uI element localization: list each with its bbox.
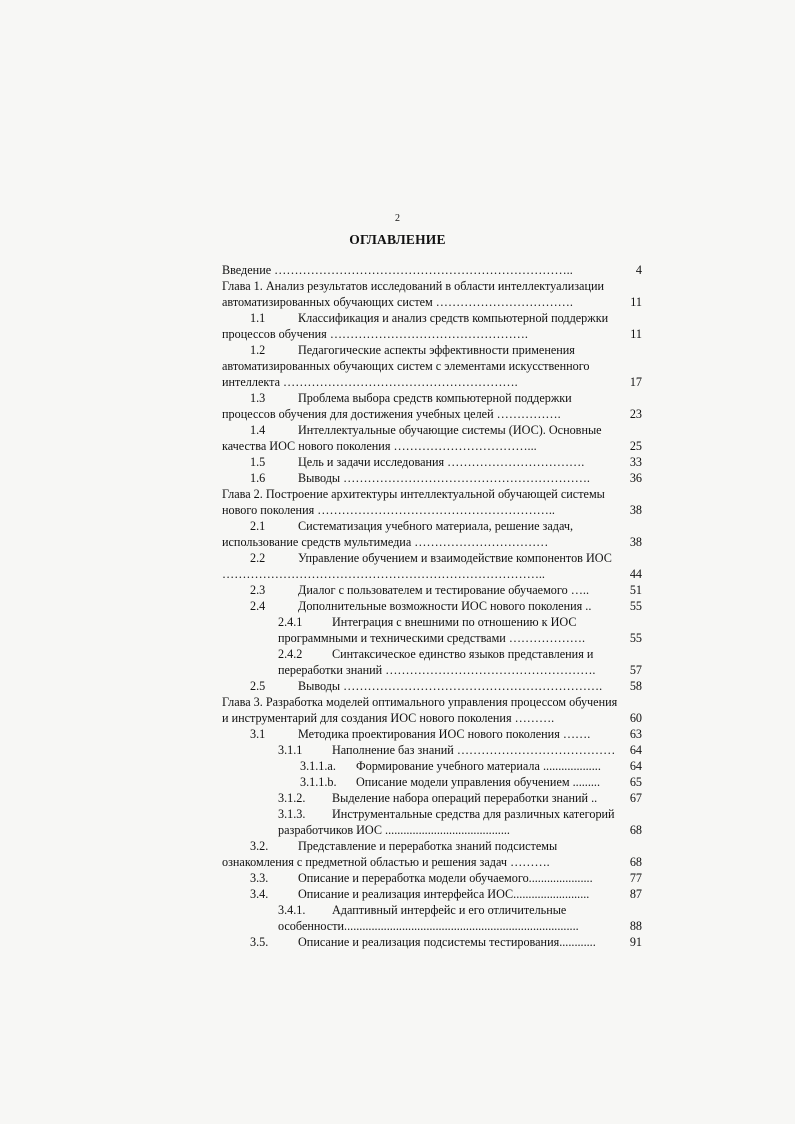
- toc-entry: [222, 342, 642, 390]
- toc-entry-title: Интеллектуальные обучающие системы (ИОС). Основные качества ИОС нового поколения ……………………………...: [222, 423, 602, 453]
- toc-entry-page: 65: [629, 775, 642, 789]
- toc-entry-number: 3.1: [250, 727, 266, 741]
- toc-entry-number: 2.4.2: [278, 647, 303, 661]
- toc-entry-title: Систематизация учебного материала, решение задач, использование средств мультимедиа ……………………………: [222, 519, 574, 549]
- toc-entry-text-block: [222, 470, 618, 486]
- toc-entry-number: 3.5.: [250, 935, 269, 949]
- toc-entry-page: 11: [630, 327, 642, 341]
- toc-entry-title: Инструментальные средства для различных категорий разработчиков ИОС .........................................: [278, 807, 615, 837]
- toc-entry-page: 58: [629, 679, 642, 693]
- toc-entry-page: 11: [630, 295, 642, 309]
- toc-entry-number: 3.3.: [250, 871, 269, 885]
- toc-entry-text-block: [222, 582, 618, 598]
- toc-entry-number: 1.5: [250, 455, 266, 469]
- toc-entry: [222, 582, 642, 598]
- toc-entry-title: Методика проектирования ИОС нового поколения …….: [298, 727, 591, 741]
- toc-entry-number: 3.4.: [250, 887, 269, 901]
- toc-entry: [222, 262, 642, 278]
- toc-entry-title: Синтаксическое единство языков представления и переработки знаний …………………………………………….: [278, 647, 596, 677]
- toc-entry-page: 17: [629, 375, 642, 389]
- toc-entry-title: Глава 2. Построение архитектуры интеллектуальной обучающей системы нового поколения …………………………………………………..: [222, 487, 605, 517]
- toc-entry-page: 38: [629, 503, 642, 517]
- toc-entry-number: 3.1.1: [278, 743, 303, 757]
- toc-entry-title: Выделение набора операций переработки знаний ..: [332, 791, 598, 805]
- toc-entry-text-block: [222, 678, 618, 694]
- toc-entry-page: 25: [629, 439, 642, 453]
- toc-entry: [222, 726, 642, 742]
- toc-entry-text-block: [222, 614, 618, 646]
- toc-entry-number: 2.3: [250, 583, 266, 597]
- toc-entry-page: 36: [629, 471, 642, 485]
- toc-entry-page: 68: [629, 855, 642, 869]
- toc-entry-title: Формирование учебного материала ...................: [356, 759, 601, 773]
- toc-entry-page: 23: [629, 407, 642, 421]
- toc-entry-title: Представление и переработка знаний подсистемы ознакомления с предметной областью и решения задач ……….: [222, 839, 558, 869]
- toc-entry-page: 64: [629, 743, 642, 757]
- toc-entry-text-block: [222, 550, 618, 582]
- toc-entry-title: Интеграция с внешними по отношению к ИОС программными и техническими средствами ……………….: [278, 615, 586, 645]
- toc-entry-title: Классификация и анализ средств компьютерной поддержки процессов обучения ………………………………………….: [222, 311, 609, 341]
- toc-entry-text-block: [222, 342, 618, 390]
- toc-entry: [222, 758, 642, 774]
- toc-entry-title: Введение ………………………………………………………………..: [222, 263, 573, 277]
- toc-entry-page: 4: [635, 263, 642, 277]
- toc-entry-page: 67: [629, 791, 642, 805]
- toc-entry-title: Описание и переработка модели обучаемого.....................: [298, 871, 593, 885]
- toc-entry-text-block: [222, 806, 618, 838]
- toc-entry-page: 68: [629, 823, 642, 837]
- toc-entry: [222, 518, 642, 550]
- toc-entry-text-block: [222, 934, 618, 950]
- toc-entry-title: Описание и реализация подсистемы тестирования............: [298, 935, 596, 949]
- toc-entry-page: 38: [629, 535, 642, 549]
- toc-entry: [222, 678, 642, 694]
- toc-entry: [222, 470, 642, 486]
- toc-entry-text-block: [222, 742, 618, 758]
- toc-entry-title: Дополнительные возможности ИОС нового поколения ..: [298, 599, 592, 613]
- toc-entry-page: 57: [629, 663, 642, 677]
- toc-entry: [222, 598, 642, 614]
- toc-entry-text-block: [222, 902, 618, 934]
- toc-entry-text-block: [222, 774, 618, 790]
- toc-entry-number: 2.5: [250, 679, 266, 693]
- toc-entry-title: Адаптивный интерфейс и его отличительные особенности.............................................................................: [278, 903, 579, 933]
- toc-entry-text-block: [222, 646, 618, 678]
- toc-entry: [222, 870, 642, 886]
- toc-entry-text-block: [222, 838, 618, 870]
- toc-entry: [222, 806, 642, 838]
- toc-entry-number: 3.1.3.: [278, 807, 306, 821]
- toc-entry-text-block: [222, 886, 618, 902]
- toc-entry-number: 1.3: [250, 391, 266, 405]
- toc-entry-number: 2.4: [250, 599, 266, 613]
- toc-entry: [222, 886, 642, 902]
- toc-entry-title: Проблема выбора средств компьютерной поддержки процессов обучения для достижения учебных целей …………….: [222, 391, 572, 421]
- toc-entry-text-block: [222, 694, 618, 726]
- toc-entry-number: 1.6: [250, 471, 266, 485]
- toc-entry-title: Глава 1. Анализ результатов исследований в области интеллектуализации автоматизированных обучающих систем …………………………….: [222, 279, 605, 309]
- toc-entry-text-block: [222, 390, 618, 422]
- table-of-contents: [222, 262, 642, 950]
- toc-entry-title: Выводы ……………………………………………………….: [298, 679, 603, 693]
- toc-entry: [222, 454, 642, 470]
- toc-entry-text-block: [222, 518, 618, 550]
- toc-entry: [222, 774, 642, 790]
- toc-entry-number: 2.4.1: [278, 615, 303, 629]
- toc-entry: [222, 838, 642, 870]
- toc-entry-number: 1.2: [250, 343, 266, 357]
- toc-entry: [222, 390, 642, 422]
- toc-entry-text-block: [222, 454, 618, 470]
- toc-entry-title: Диалог с пользователем и тестирование обучаемого …..: [298, 583, 589, 597]
- toc-entry: [222, 614, 642, 646]
- toc-entry-title: Глава 3. Разработка моделей оптимального управления процессом обучения и инструментарий для создания ИОС нового поколения ……….: [222, 695, 618, 725]
- page-number: 2: [395, 213, 400, 224]
- toc-entry: [222, 278, 642, 310]
- toc-entry: [222, 550, 642, 582]
- toc-entry-text-block: [222, 422, 618, 454]
- toc-entry-number: 3.1.1.a.: [300, 759, 336, 773]
- toc-entry-text-block: [222, 486, 618, 518]
- toc-entry-text-block: [222, 262, 618, 278]
- toc-entry-page: 44: [629, 567, 642, 581]
- toc-entry: [222, 486, 642, 518]
- toc-entry-text-block: [222, 310, 618, 342]
- toc-entry-title: Описание и реализация интерфейса ИОС.........................: [298, 887, 590, 901]
- toc-entry: [222, 694, 642, 726]
- toc-entry-page: 33: [629, 455, 642, 469]
- toc-entry-text-block: [222, 598, 618, 614]
- toc-entry-title: Описание модели управления обучением .........: [356, 775, 601, 789]
- toc-entry-text-block: [222, 278, 618, 310]
- toc-entry-page: 55: [629, 599, 642, 613]
- toc-entry-text-block: [222, 790, 618, 806]
- toc-entry-number: 2.2: [250, 551, 266, 565]
- toc-entry-page: 77: [629, 871, 642, 885]
- toc-entry: [222, 934, 642, 950]
- toc-entry: [222, 902, 642, 934]
- toc-entry-title: Цель и задачи исследования …………………………….: [298, 455, 585, 469]
- toc-entry-page: 87: [629, 887, 642, 901]
- toc-entry-number: 1.1: [250, 311, 266, 325]
- toc-entry-page: 60: [629, 711, 642, 725]
- toc-entry-number: 1.4: [250, 423, 266, 437]
- toc-entry-page: 88: [629, 919, 642, 933]
- toc-entry: [222, 422, 642, 454]
- toc-entry-text-block: [222, 758, 618, 774]
- toc-entry-page: 64: [629, 759, 642, 773]
- toc-entry-number: 3.2.: [250, 839, 269, 853]
- toc-entry-page: 55: [629, 631, 642, 645]
- toc-entry: [222, 646, 642, 678]
- toc-entry-number: 3.1.2.: [278, 791, 306, 805]
- toc-entry-page: 91: [629, 935, 642, 949]
- toc-entry-page: 63: [629, 727, 642, 741]
- toc-entry-number: 3.4.1.: [278, 903, 306, 917]
- toc-entry-text-block: [222, 726, 618, 742]
- toc-entry: [222, 790, 642, 806]
- toc-entry-title: Педагогические аспекты эффективности применения автоматизированных обучающих систем с элементами искусственного интеллекта ………………………………………………….: [222, 343, 590, 389]
- toc-entry-title: Выводы …………………………………………………….: [298, 471, 590, 485]
- toc-entry-page: 51: [629, 583, 642, 597]
- toc-entry: [222, 310, 642, 342]
- page-title: ОГЛАВЛЕНИЕ: [349, 232, 446, 247]
- toc-entry-number: 3.1.1.b.: [300, 775, 337, 789]
- toc-entry-title: Управление обучением и взаимодействие компонентов ИОС ……………………………………………………………………..: [222, 551, 612, 581]
- toc-entry-title: Наполнение баз знаний …………………………………: [332, 743, 616, 757]
- toc-entry-number: 2.1: [250, 519, 266, 533]
- toc-entry: [222, 742, 642, 758]
- toc-entry-text-block: [222, 870, 618, 886]
